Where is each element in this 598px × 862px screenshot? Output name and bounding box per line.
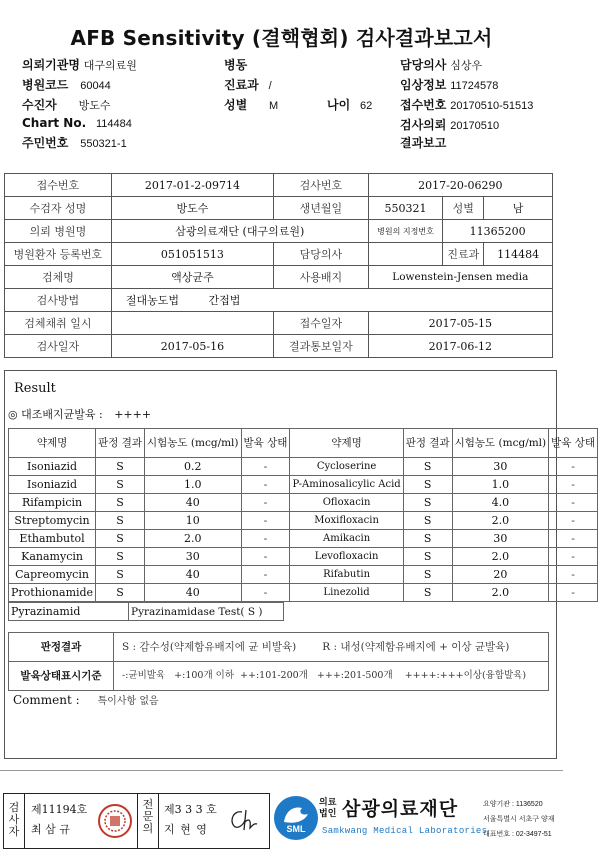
header-reception [400, 96, 533, 113]
drug-cell-growth: - [549, 494, 598, 512]
drug-cell-conc: 0.2 [145, 458, 242, 476]
legend-growth-label: 발육상태표시기준 [9, 662, 114, 690]
report-label: 결과보고 [400, 136, 447, 150]
drug-cell-growth: - [241, 458, 290, 476]
drug-cell-conc: 1.0 [452, 476, 549, 494]
header-rrn [22, 134, 127, 151]
drug-cell-conc: 10 [145, 512, 242, 530]
code-label: 병원코드 [22, 78, 69, 92]
drug-cell-drug: Rifabutin [290, 566, 403, 584]
doctor-value: 심상우 [450, 60, 483, 72]
drug-cell-conc: 2.0 [452, 512, 549, 530]
tester-no: 제11194호 [31, 803, 88, 816]
rrn-label: 주민번호 [22, 136, 69, 150]
drug-cell-conc: 2.0 [145, 530, 242, 548]
collect-label: 검체채취 일시 [5, 312, 112, 335]
drug-cell-conc: 20 [452, 566, 549, 584]
name-value: 방도수 [111, 197, 273, 220]
rrn-value: 550321-1 [80, 138, 127, 150]
report-date-label: 결과통보일자 [274, 335, 369, 358]
drug-cell-drug: Cycloserine [290, 458, 403, 476]
pyrazinamide-label: Pyrazinamid [9, 603, 129, 621]
ptbl-doctor-label: 담당의사 [274, 243, 369, 266]
reception-value: 20170510-51513 [450, 100, 534, 112]
ward-label: 병동 [224, 58, 248, 72]
drug-cell-drug: Capreomycin [9, 566, 96, 584]
org-tel: 대표번호 : 02-3497-51 [483, 831, 552, 838]
table-row [9, 494, 598, 512]
drug-cell-growth: - [241, 584, 290, 602]
drug-cell-drug: Isoniazid [9, 476, 96, 494]
drug-cell-judge: S [403, 530, 452, 548]
reg-value: 051051513 [111, 243, 273, 266]
header-report [400, 134, 446, 151]
table-row [9, 566, 598, 584]
sex-value: 남 [484, 197, 553, 220]
specialist-name: 지 현 영 [164, 823, 208, 836]
drug-cell-drug: P-Aminosalicylic Acid [290, 476, 403, 494]
chart-label: Chart No. [22, 116, 87, 130]
drug-cell-conc: 40 [145, 566, 242, 584]
test-date-label: 검사의뢰 [400, 118, 447, 132]
legend-growth-row [9, 662, 548, 690]
org-type: 의료 법인 [319, 798, 337, 819]
drug-cell-conc: 40 [145, 494, 242, 512]
header-code [22, 76, 111, 93]
signature-icon [226, 806, 262, 836]
drug-cell-conc: 1.0 [145, 476, 242, 494]
ptbl-dept-label: 진료과 [443, 243, 484, 266]
comment-value: 특이사항 없음 [97, 696, 159, 707]
drug-cell-judge: S [403, 584, 452, 602]
chart-value: 114484 [95, 118, 132, 130]
drug-cell-judge: S [403, 494, 452, 512]
drug-cell-growth: - [241, 476, 290, 494]
result-title: Result [14, 381, 56, 396]
drug-cell-growth: - [549, 584, 598, 602]
drug-cell-growth: - [549, 476, 598, 494]
age-value: 62 [360, 100, 373, 112]
test-no-value: 2017-20-06290 [368, 174, 552, 197]
drug-cell-growth: - [241, 566, 290, 584]
dept-value: / [268, 80, 272, 92]
test-date-value: 2017-05-16 [111, 335, 273, 358]
drug-cell-drug: Streptomycin [9, 512, 96, 530]
dept-label: 진료과 [224, 78, 259, 92]
test-no-label: 검사번호 [274, 174, 369, 197]
table-row [9, 548, 598, 566]
recv-date-value: 2017-05-15 [368, 312, 552, 335]
dob-value: 550321 [368, 197, 443, 220]
comment-label: Comment : [13, 693, 80, 707]
table-row [5, 243, 553, 266]
drug-cell-judge: S [96, 512, 145, 530]
header-patient [22, 96, 111, 113]
reg-label: 병원환자 등록번호 [5, 243, 112, 266]
control-label: ◎ 대조배지균발육 : [8, 408, 103, 421]
pyrazinamide-value: Pyrazinamidase Test( S ) [129, 603, 284, 621]
method-label: 검사방법 [5, 289, 112, 312]
header-test-date [400, 116, 499, 133]
table-row [5, 335, 553, 358]
hosp-value: 삼광의료재단 (대구의료원) [111, 220, 368, 243]
table-row [5, 220, 553, 243]
method-value [111, 289, 552, 312]
report-date-value: 2017-06-12 [368, 335, 552, 358]
hosp-code-value: 11365200 [443, 220, 553, 243]
table-row [9, 530, 598, 548]
legend-judge-r: R : 내성(약제함유배지에 + 이상 균발육) [322, 641, 510, 653]
reception-label: 접수번호 [400, 98, 447, 112]
drug-table-header [9, 429, 598, 458]
drug-cell-judge: S [96, 548, 145, 566]
column-header-conc: 시험농도 (mcg/ml) [145, 429, 242, 458]
specialist-no: 제3 3 3 호 [164, 803, 217, 816]
clinical-value: 11724578 [450, 80, 499, 92]
method-2: 간접법 [208, 294, 241, 307]
sml-logo-icon [274, 796, 318, 840]
drug-cell-drug: Rifampicin [9, 494, 96, 512]
drug-cell-judge: S [96, 584, 145, 602]
column-header-judge: 판정 결과 [96, 429, 145, 458]
drug-cell-conc: 30 [145, 548, 242, 566]
header-chart [22, 116, 132, 130]
column-header-conc: 시험농도 (mcg/ml) [452, 429, 549, 458]
recv-no-value: 2017-01-2-09714 [111, 174, 273, 197]
dob-label: 생년월일 [274, 197, 369, 220]
recv-date-label: 접수일자 [274, 312, 369, 335]
legend-box [8, 632, 549, 691]
legend-judge-s: S : 감수성(약제함유배지에 균 비발육) [122, 641, 297, 653]
drug-cell-judge: S [403, 458, 452, 476]
drug-cell-growth: - [241, 530, 290, 548]
hospital-label: 의뢰기관명 [22, 58, 80, 72]
drug-cell-growth: - [549, 566, 598, 584]
collect-value [111, 312, 273, 335]
hosp-label: 의뢰 병원명 [5, 220, 112, 243]
sex-label: 성별 [443, 197, 484, 220]
code-value: 60044 [80, 80, 111, 92]
header-ward [224, 56, 247, 73]
pyrazinamide-row [8, 602, 284, 621]
drug-cell-judge: S [96, 530, 145, 548]
control-value: ++++ [114, 408, 152, 421]
patient-info-table [4, 173, 553, 358]
signature-box [3, 793, 270, 849]
legend-judge-row [9, 633, 548, 662]
table-row [9, 512, 598, 530]
org-en: Samkwang Medical Laboratories [322, 826, 488, 836]
drug-cell-growth: - [549, 458, 598, 476]
drug-cell-conc: 30 [452, 530, 549, 548]
hosp-code-label: 병원의 지정번호 [368, 220, 443, 243]
drug-cell-judge: S [96, 458, 145, 476]
table-row [9, 476, 598, 494]
table-row [9, 458, 598, 476]
tester-label [6, 802, 22, 838]
sex-label: 성별 [224, 98, 248, 112]
doctor-label: 담당의사 [400, 58, 447, 72]
name-label: 수검자 성명 [5, 197, 112, 220]
drug-table [8, 428, 598, 602]
legend-growth-value: -:균비발육 +:100개 이하 ++:101-200개 +++:201-500개 ++++:+++이상(융합발육) [122, 670, 527, 681]
hospital-value: 대구의료원 [83, 60, 137, 72]
report-title: AFB Sensitivity (결핵협회) 검사결과보고서 [70, 26, 493, 50]
recv-no-label: 접수번호 [5, 174, 112, 197]
column-header-drug: 약제명 [290, 429, 403, 458]
drug-cell-judge: S [96, 494, 145, 512]
specialist-label [140, 799, 156, 835]
patient-label: 수진자 [22, 98, 57, 112]
header-age [327, 96, 372, 113]
drug-cell-drug: Isoniazid [9, 458, 96, 476]
age-label: 나이 [327, 98, 351, 112]
drug-cell-growth: - [241, 548, 290, 566]
drug-cell-drug: Levofloxacin [290, 548, 403, 566]
column-header-growth: 발육 상태 [549, 429, 598, 458]
legend-judge-label: 판정결과 [9, 633, 114, 661]
org-name: 삼광의료재단 [342, 798, 459, 820]
drug-cell-drug: Prothionamide [9, 584, 96, 602]
ptbl-dept-value: 114484 [484, 243, 553, 266]
drug-cell-judge: S [96, 476, 145, 494]
tester-name: 최 삼 규 [31, 823, 70, 836]
control-growth [8, 406, 151, 422]
drug-cell-judge: S [403, 476, 452, 494]
clinical-label: 임상정보 [400, 78, 447, 92]
drug-cell-judge: S [403, 512, 452, 530]
header-doctor [400, 56, 482, 73]
drug-cell-conc: 2.0 [452, 584, 549, 602]
column-header-drug: 약제명 [9, 429, 96, 458]
drug-cell-conc: 40 [145, 584, 242, 602]
drug-cell-conc: 30 [452, 458, 549, 476]
table-row [5, 289, 553, 312]
table-row [5, 312, 553, 335]
test-date-label: 검사일자 [5, 335, 112, 358]
header-hospital [22, 56, 137, 73]
drug-cell-growth: - [549, 512, 598, 530]
specialist-label-text: 전문의 [142, 798, 154, 835]
drug-cell-growth: - [241, 494, 290, 512]
sex-value: M [269, 100, 279, 112]
column-header-growth: 발육 상태 [241, 429, 290, 458]
tester-label-text: 검사자 [8, 801, 20, 838]
logo-text: SML [286, 824, 306, 834]
drug-cell-drug: Moxifloxacin [290, 512, 403, 530]
table-row [5, 197, 553, 220]
column-header-judge: 판정 결과 [403, 429, 452, 458]
drug-cell-drug: Ethambutol [9, 530, 96, 548]
drug-cell-growth: - [549, 548, 598, 566]
drug-cell-judge: S [403, 548, 452, 566]
media-label: 사용배지 [274, 266, 369, 289]
tester-seal-icon [96, 802, 134, 840]
org-code: 요양기관 : 1136520 [483, 801, 543, 808]
org-addr: 서울특별시 서초구 양재 [483, 816, 555, 823]
patient-value: 방도수 [78, 100, 111, 112]
drug-cell-conc: 4.0 [452, 494, 549, 512]
table-row [5, 266, 553, 289]
method-1: 절대농도법 [125, 294, 179, 307]
test-date-value: 20170510 [450, 120, 500, 132]
drug-cell-drug: Amikacin [290, 530, 403, 548]
header-dept [224, 76, 272, 93]
drug-cell-judge: S [96, 566, 145, 584]
media-value: Lowenstein-Jensen media [368, 266, 552, 289]
table-row [9, 584, 598, 602]
drug-cell-drug: Kanamycin [9, 548, 96, 566]
drug-cell-growth: - [549, 530, 598, 548]
ptbl-doctor-value [368, 243, 443, 266]
drug-cell-drug: Linezolid [290, 584, 403, 602]
header-sex [224, 96, 278, 113]
header-clinical [400, 76, 498, 93]
specimen-value: 액상균주 [111, 266, 273, 289]
drug-cell-growth: - [241, 512, 290, 530]
table-row [5, 174, 553, 197]
drug-cell-drug: Ofloxacin [290, 494, 403, 512]
specimen-label: 검체명 [5, 266, 112, 289]
footer-divider [0, 770, 563, 771]
comment [13, 692, 159, 707]
drug-cell-judge: S [403, 566, 452, 584]
drug-cell-conc: 2.0 [452, 548, 549, 566]
